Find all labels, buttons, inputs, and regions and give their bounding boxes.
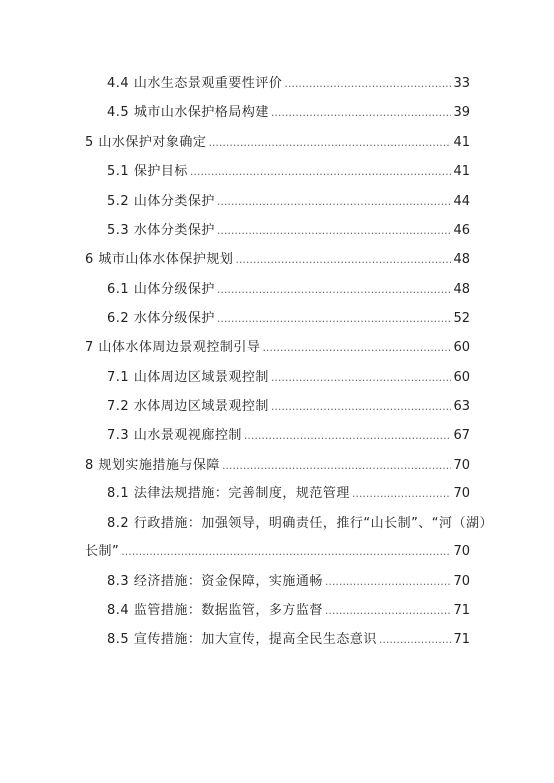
toc-title: 山水景观视廊控制 [133,428,242,443]
toc-title: 城市山体水体保护规划 [98,252,234,267]
toc-number: 6.2 [107,311,130,326]
toc-leader [217,195,452,208]
toc-page-number: 48 [453,252,470,267]
toc-number: 7.1 [107,370,130,385]
toc-entry-8-3[interactable] [0,570,554,590]
toc-leader [217,283,452,296]
toc-page-number: 44 [453,194,470,209]
toc-leader [271,106,452,119]
toc-page-number: 41 [453,164,470,179]
toc-entry-5-1[interactable] [0,160,554,180]
toc-number: 8 [85,458,94,473]
toc-title: 山体分类保护 [133,194,215,209]
toc-leader [222,459,452,472]
toc-entry-5[interactable] [0,131,554,151]
toc-title: 山体周边区域景观控制 [133,370,269,385]
toc-page-number: 70 [453,486,470,501]
toc-number: 8.2 [107,516,130,531]
toc-page-number: 67 [453,428,470,443]
toc-leader [352,487,452,500]
toc-title: 山水生态景观重要性评价 [133,76,283,91]
toc-leader [244,429,452,442]
toc-title: 水体分类保护 [133,223,215,238]
toc-title: 水体周边区域景观控制 [133,399,269,414]
toc-page-number: 60 [453,340,470,355]
toc-page-number: 39 [453,105,470,120]
toc-entry-6-1[interactable] [0,278,554,298]
toc-title: 保护目标 [133,164,188,179]
toc-title: 水体分级保护 [133,311,215,326]
toc-title: 法律法规措施：完善制度，规范管理 [133,486,350,501]
toc-leader [235,253,451,266]
toc-number: 7.2 [107,399,130,414]
toc-title: 监管措施：数据监管，多方监督 [133,603,323,618]
toc-leader [121,545,451,558]
toc-entry-7-1[interactable] [0,366,554,386]
toc-title: 山体分级保护 [133,282,215,297]
toc-entry-7[interactable] [0,336,554,356]
toc-entry-6-2[interactable] [0,307,554,327]
toc-number: 8.5 [107,632,130,647]
toc-number: 4.4 [107,76,130,91]
toc-title: 山水保护对象确定 [98,135,207,150]
toc-page-number: 48 [453,282,470,297]
toc-title: 山体水体周边景观控制引导 [98,340,261,355]
toc-leader [325,604,452,617]
toc-number: 8.3 [107,574,130,589]
toc-number: 6 [85,252,94,267]
toc-entry-8-4[interactable] [0,599,554,619]
toc-entry-6[interactable] [0,248,554,268]
toc-title: 城市山水保护格局构建 [133,105,269,120]
toc-leader [271,371,452,384]
toc-number: 6.1 [107,282,130,297]
toc-entry-8-1[interactable] [0,482,554,502]
toc-leader [284,77,451,90]
toc-page-number: 33 [453,76,470,91]
toc-title-line1: 行政措施：加强领导，明确责任，推行“山长制”、“河（湖） [133,516,494,531]
toc-entry-5-2[interactable] [0,190,554,210]
toc-entry-5-3[interactable] [0,219,554,239]
toc-number: 4.5 [107,105,130,120]
toc-leader [262,341,451,354]
toc-page-number: 63 [453,399,470,414]
toc-page-number: 41 [453,135,470,150]
toc-page-number: 71 [453,603,470,618]
toc-title: 宣传措施：加大宣传，提高全民生态意识 [133,632,377,647]
toc-entry-4-5[interactable] [0,101,554,121]
toc-leader [190,165,452,178]
toc-entry-7-2[interactable] [0,395,554,415]
toc-entry-8-2-continued[interactable] [0,540,554,560]
toc-entry-8-5[interactable] [0,628,554,648]
toc-leader [271,400,452,413]
toc-entry-8[interactable] [0,454,554,474]
toc-page-number: 70 [453,574,470,589]
toc-leader [217,224,452,237]
toc-page-number: 71 [453,632,470,647]
toc-entry-8-2[interactable] [0,512,554,532]
toc-number: 5 [85,135,94,150]
toc-page-number: 46 [453,223,470,238]
toc-page-number: 52 [453,311,470,326]
toc-title: 经济措施：资金保障，实施通畅 [133,574,323,589]
toc-leader [325,575,452,588]
toc-page-number: 70 [453,458,470,473]
toc-number: 5.2 [107,194,130,209]
toc-title-line2: 长制” [85,544,120,559]
toc-number: 7.3 [107,428,130,443]
toc-entry-7-3[interactable] [0,424,554,444]
toc-number: 5.1 [107,164,130,179]
toc-number: 8.4 [107,603,130,618]
toc-number: 8.1 [107,486,130,501]
toc-title: 规划实施措施与保障 [98,458,220,473]
toc-entry-4-4[interactable] [0,72,554,92]
toc-leader [379,633,452,646]
toc-number: 7 [85,340,94,355]
toc-leader [217,312,452,325]
toc-page-number: 60 [453,370,470,385]
toc-leader [208,136,451,149]
toc-page-number: 70 [453,544,470,559]
toc-number: 5.3 [107,223,130,238]
